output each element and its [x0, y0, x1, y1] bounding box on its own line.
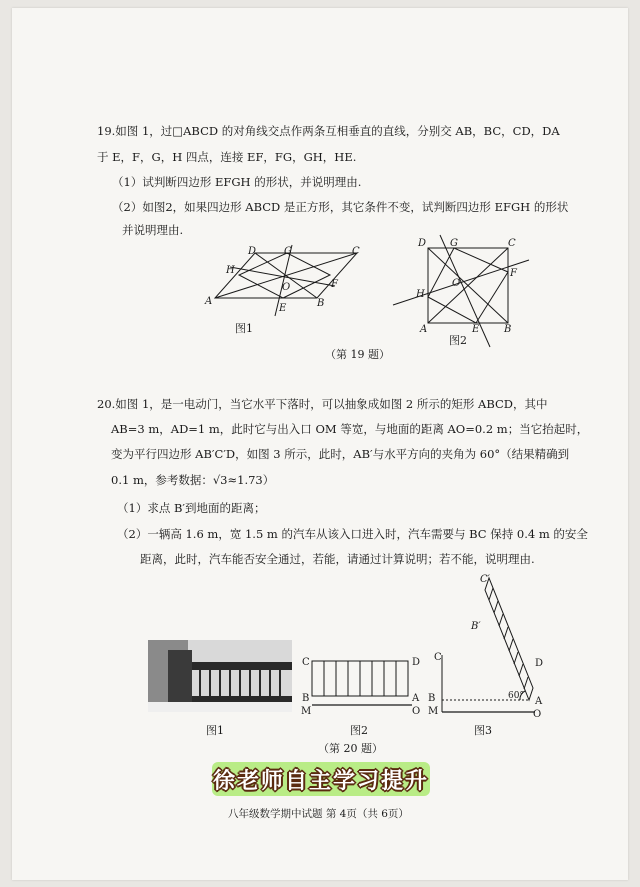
- q19f1-label-h: H: [226, 265, 235, 276]
- q20-fig1-caption: 图1: [206, 724, 224, 737]
- q19-part-2-cont: 并说明理由.: [122, 223, 184, 237]
- q19-fig2-caption: 图2: [449, 334, 467, 347]
- q19-caption: （第 19 题）: [325, 348, 390, 361]
- q19f1-label-f: F: [331, 279, 338, 290]
- q19-part-1: （1）试判断四边形 EFGH 的形状，并说明理由.: [112, 175, 362, 189]
- promo-banner-text: 徐老师自主学习提升: [212, 768, 429, 794]
- q20-line-4: 0.1 m，参考数据：√3≈1.73）: [111, 473, 275, 487]
- q19f2-label-c: C: [508, 238, 516, 249]
- q19f2-label-g: G: [450, 238, 458, 249]
- q19-line-1: 19.如图 1，过□ABCD 的对角线交点作两条互相垂直的直线，分别交 AB，BC，CD，DA: [97, 124, 560, 138]
- q20f3-label-d: D: [535, 658, 544, 669]
- q19f1-label-e: E: [279, 303, 287, 314]
- q20f2-label-a: A: [412, 693, 420, 704]
- q19f2-label-o: O: [452, 278, 461, 289]
- q20f3-label-angle: 60°: [508, 691, 524, 701]
- q19-fig1-caption: 图1: [235, 322, 253, 335]
- q20f3-label-cp: C′: [480, 574, 490, 585]
- q19f2-label-f: F: [510, 268, 517, 279]
- q19f2-label-d: D: [418, 238, 427, 249]
- q19f1-label-o: O: [282, 282, 291, 293]
- q20f3-label-m: M: [428, 706, 439, 717]
- q20f3-label-o: O: [533, 709, 542, 720]
- q20f2-label-c: C: [302, 657, 310, 668]
- q19f2-label-b: B: [504, 324, 512, 335]
- q19f1-label-a: A: [205, 296, 213, 307]
- q20-caption: （第 20 题）: [318, 742, 383, 755]
- q20-line-1: 20.如图 1，是一电动门，当它水平下落时，可以抽象成如图 2 所示的矩形 ABCD，其中: [97, 397, 548, 411]
- q20-part-2: （2）一辆高 1.6 m，宽 1.5 m 的汽车从该入口进入时，汽车需要与 BC 保持 0.4 m 的安全: [117, 527, 588, 541]
- q20-line-2: AB=3 m，AD=1 m，此时它与出入口 OM 等宽，与地面的距离 AO=0.2 m；当它抬起时，: [111, 422, 589, 436]
- q20-figure-2: [312, 661, 412, 705]
- q20-fig3-caption: 图3: [474, 724, 492, 737]
- q19f1-label-g: G: [284, 246, 292, 257]
- q19f2-label-h: H: [416, 289, 425, 300]
- q20-part-2-cont: 距离，此时，汽车能否安全通过，若能，请通过计算说明；若不能，说明理由.: [140, 552, 535, 566]
- promo-banner: [212, 762, 430, 796]
- q19-part-2: （2）如图2，如果四边形 ABCD 是正方形，其它条件不变，试判断四边形 EFGH 的形状: [112, 200, 569, 214]
- page-footer: 八年级数学期中试题 第 4页（共 6页）: [228, 808, 409, 820]
- q20-fig2-caption: 图2: [350, 724, 368, 737]
- q20f2-label-m: M: [301, 706, 312, 717]
- q20f2-label-o: O: [412, 706, 421, 717]
- q19f2-label-a: A: [420, 324, 428, 335]
- q20-line-3: 变为平行四边形 AB′C′D，如图 3 所示，此时，AB′与水平方向的夹角为 60°（结果精确到: [111, 447, 570, 461]
- q19f2-label-e: E: [472, 324, 480, 335]
- q20f3-label-bp: B′: [471, 621, 481, 632]
- q19-line-2: 于 E，F，G，H 四点，连接 EF，FG，GH，HE.: [97, 150, 357, 164]
- q19f1-label-b: B: [317, 298, 325, 309]
- q20f2-label-b: B: [302, 693, 310, 704]
- q20-gate-photo: [148, 640, 292, 712]
- q19f1-label-d: D: [248, 246, 257, 257]
- q19f1-label-c: C: [352, 246, 360, 257]
- q20f2-label-d: D: [412, 657, 421, 668]
- q20-part-1: （1）求点 B′到地面的距离；: [117, 501, 266, 515]
- q20f3-label-c: C: [434, 652, 442, 663]
- q20f3-label-b: B: [428, 693, 436, 704]
- q20f3-label-a: A: [535, 696, 543, 707]
